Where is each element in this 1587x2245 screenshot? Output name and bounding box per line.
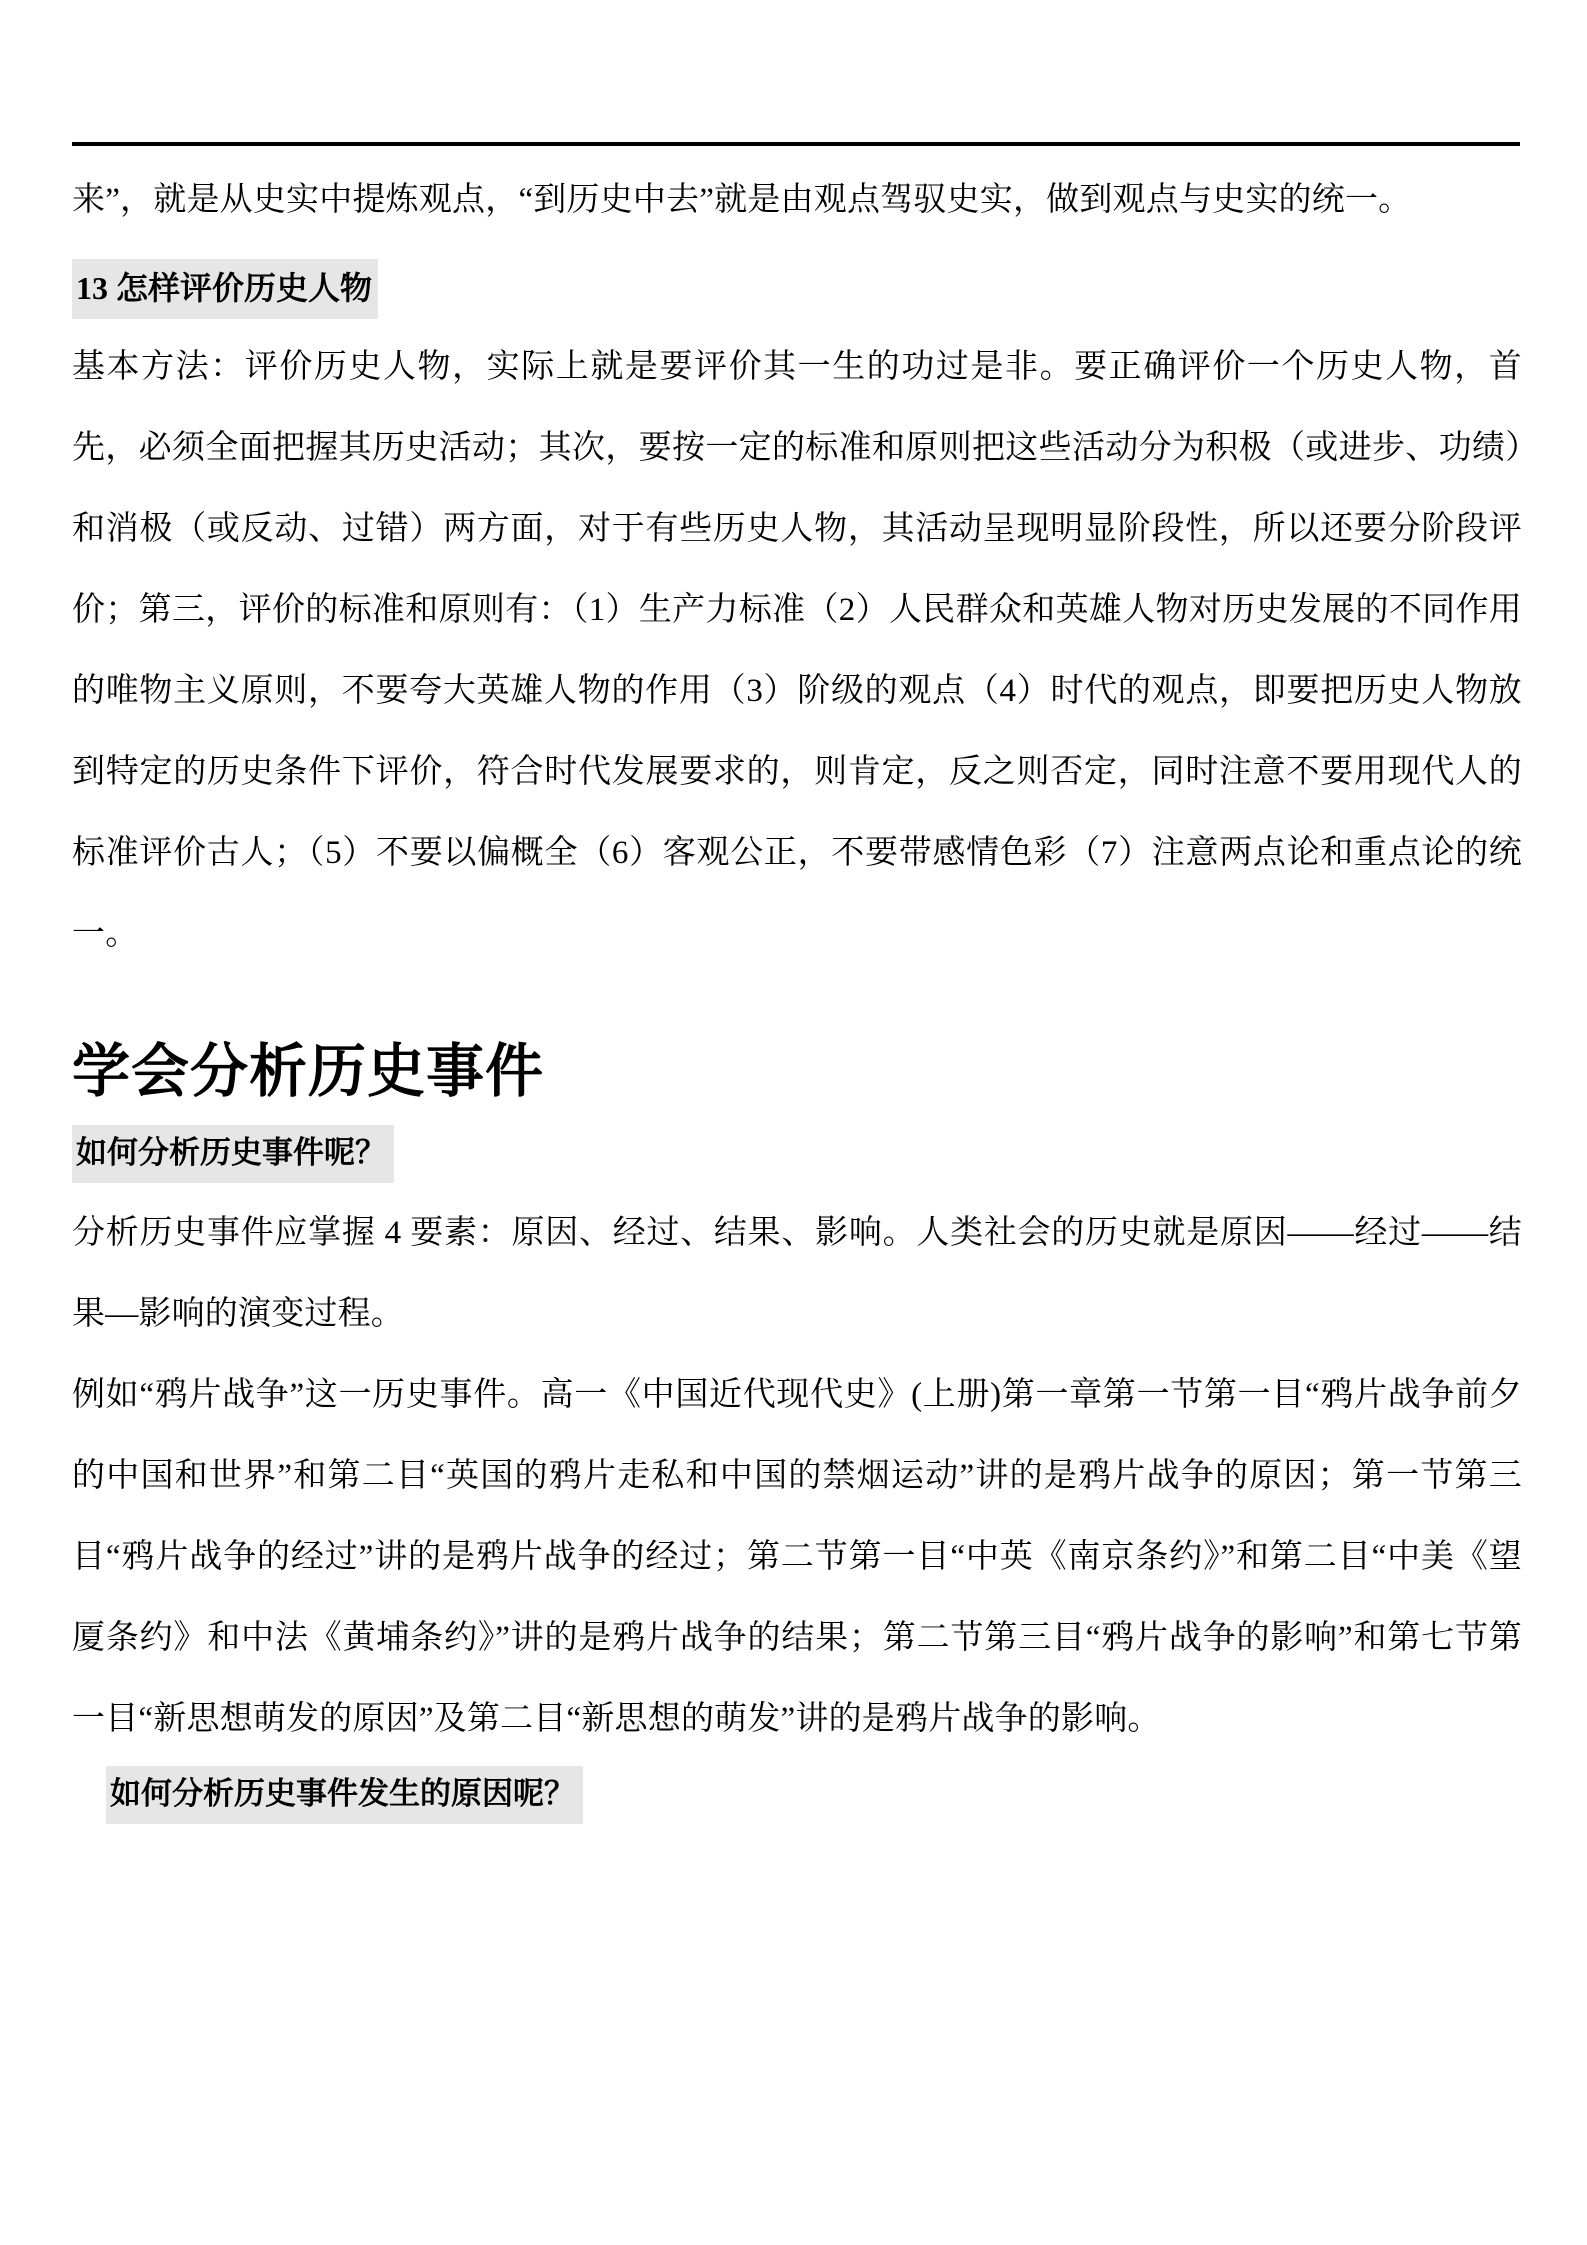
question-heading-1: 如何分析历史事件呢？ bbox=[72, 1125, 394, 1183]
question-heading-2: 如何分析历史事件发生的原因呢？ bbox=[106, 1766, 583, 1824]
numbered-heading: 13 怎样评价历史人物 bbox=[72, 259, 378, 319]
example-paragraph: 例如“鸦片战争”这一历史事件。高一《中国近代现代史》(上册)第一章第一节第一目“鸦片战争前夕的中国和世界”和第二目“英国的鸦片走私和中国的禁烟运动”讲的是鸦片战争的原因；第一节第三目“鸦片战争的经过”讲的是鸦片战争的经过；第二节第一目“中英《南京条约》”和第二目“中美《望厦条约》和中法《黄埔条约》”讲的是鸦片战争的结果；第二节第三目“鸦片战争的影响”和第七节第一目“新思想萌发的原因”及第二目“新思想的萌发”讲的是鸦片战争的影响。 bbox=[72, 1377, 1522, 1737]
continued-paragraph: 来”，就是从史实中提炼观点，“到历史中去”就是由观点驾驭史实，做到观点与史实的统一。 bbox=[72, 182, 1412, 218]
document-body bbox=[72, 160, 1522, 1834]
elements-paragraph: 分析历史事件应掌握 4 要素：原因、经过、结果、影响。人类社会的历史就是原因——经过——结果—影响的演变过程。 bbox=[72, 1215, 1522, 1332]
numbered-heading-row bbox=[72, 259, 1522, 319]
question-heading-2-row bbox=[72, 1766, 1522, 1824]
question-heading-1-row bbox=[72, 1125, 1522, 1183]
header-rule bbox=[72, 142, 1520, 146]
method-paragraph: 基本方法：评价历史人物，实际上就是要评价其一生的功过是非。要正确评价一个历史人物，首先，必须全面把握其历史活动；其次，要按一定的标准和原则把这些活动分为积极（或进步、功绩）和消极（或反动、过错）两方面，对于有些历史人物，其活动呈现明显阶段性，所以还要分阶段评价；第三，评价的标准和原则有：（1）生产力标准（2）人民群众和英雄人物对历史发展的不同作用的唯物主义原则，不要夸大英雄人物的作用（3）阶级的观点（4）时代的观点，即要把历史人物放到特定的历史条件下评价，符合时代发展要求的，则肯定，反之则否定，同时注意不要用现代人的标准评价古人；（5）不要以偏概全（6）客观公正，不要带感情色彩（7）注意两点论和重点论的统一。 bbox=[72, 349, 1522, 952]
section-title: 学会分析历史事件 bbox=[72, 1039, 545, 1104]
